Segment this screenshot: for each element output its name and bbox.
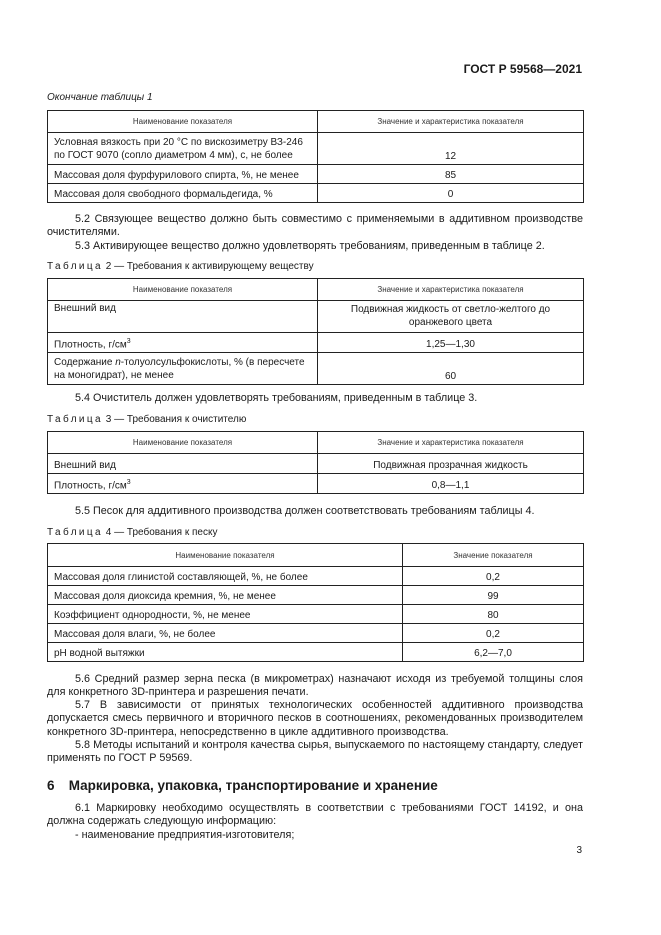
paragraph-5-6: 5.6 Средний размер зерна песка (в микрометрах) назначают исходя из требуемой толщины слоя для конкретного 3D-принтера и разрешения печати.: [47, 673, 583, 699]
table2-row2-name-text: Плотность, г/см: [54, 339, 127, 350]
table4-caption-text: 4 — Требования к песку: [105, 527, 218, 538]
table1-row3-name: Массовая доля свободного формальдегида, %: [48, 184, 318, 203]
table-row: [48, 567, 584, 586]
paragraph-5-4: 5.4 Очиститель должен удовлетворять требованиям, приведенным в таблице 3.: [75, 392, 478, 404]
table1-row2-value: 85: [318, 165, 584, 184]
table2-row2-value: 1,25—1,30: [318, 333, 584, 353]
table3-row1-value: Подвижная прозрачная жидкость: [318, 454, 584, 474]
table4-row4-name: Массовая доля влаги, %, не более: [48, 624, 403, 643]
table2-row3-value: 60: [318, 353, 584, 385]
table3-row2-superscript: 3: [126, 478, 131, 486]
table2-row1-value: Подвижная жидкость от светло-желтого до оранжевого цвета: [318, 301, 584, 333]
table3-header-name: Наименование показателя: [48, 432, 318, 454]
table4-row2-value: 99: [403, 586, 584, 605]
table-row: [48, 133, 584, 165]
table-row: [48, 301, 584, 333]
table2-caption-text: 2 — Требования к активирующему веществу: [105, 261, 314, 272]
table1-row3-value: 0: [318, 184, 584, 203]
table4-header-value: Значение показателя: [403, 544, 584, 567]
paragraph-5-2: 5.2 Связующее вещество должно быть совместимо с применяемыми в аддитивном производстве очистителями.: [47, 213, 583, 239]
table3-header-value: Значение и характеристика показателя: [318, 432, 584, 454]
table4-row3-name: Коэффициент однородности, %, не менее: [48, 605, 403, 624]
table3-row2-name-text: Плотность, г/см: [54, 480, 127, 491]
table2-row1-name: Внешний вид: [48, 301, 318, 333]
table1-header-name: Наименование показателя: [48, 111, 318, 133]
table4-row1-value: 0,2: [403, 567, 584, 586]
table-row: [48, 605, 584, 624]
table2-row2-superscript: 3: [126, 337, 131, 345]
table3-row2-value: 0,8—1,1: [318, 474, 584, 494]
paragraph-5-3: 5.3 Активирующее вещество должно удовлетворять требованиям, приведенным в таблице 2.: [75, 240, 545, 252]
table1-header-value: Значение и характеристика показателя: [318, 111, 584, 133]
table3-row2-name: [48, 474, 318, 494]
table-row: [48, 353, 584, 385]
table2-row3-name-suffix: -толуолсульфокислоты, % (в пересчете на моногидрат), не менее: [54, 357, 305, 381]
page-number: 3: [576, 845, 582, 856]
table-row: [48, 643, 584, 662]
table4-row3-value: 80: [403, 605, 584, 624]
table4-header-name: Наименование показателя: [48, 544, 403, 567]
table4-row4-value: 0,2: [403, 624, 584, 643]
paragraph-6-1-item: - наименование предприятия-изготовителя;: [75, 829, 295, 841]
table2-caption: [47, 261, 314, 272]
table3: [47, 431, 584, 494]
table4-row5-name: pH водной вытяжки: [48, 643, 403, 662]
table2-row2-name: [48, 333, 318, 353]
section-6-number: 6: [47, 778, 55, 793]
table3-caption-word: Таблица: [47, 414, 104, 425]
table-row: [48, 454, 584, 474]
table-row: [48, 586, 584, 605]
table2-header-name: Наименование показателя: [48, 279, 318, 301]
table2-row3-name-italic: n: [115, 357, 121, 368]
table-row: [48, 184, 584, 203]
table4-row5-value: 6,2—7,0: [403, 643, 584, 662]
table4-row2-name: Массовая доля диоксида кремния, %, не менее: [48, 586, 403, 605]
table4: [47, 543, 584, 662]
table2: [47, 278, 584, 385]
section-6-title: [47, 778, 438, 793]
table3-caption-text: 3 — Требования к очистителю: [105, 414, 247, 425]
table-row: [48, 165, 584, 184]
standard-code: ГОСТ Р 59568—2021: [463, 62, 582, 76]
paragraph-5-8: 5.8 Методы испытаний и контроля качества сырья, выпускаемого по настоящему стандарту, следует применять по ГОСТ Р 59569.: [47, 739, 583, 765]
table1-row1-value: 12: [318, 133, 584, 165]
table1-row1-name: Условная вязкость при 20 °С по вискозиметру ВЗ-246 по ГОСТ 9070 (сопло диаметром 4 мм), с, не более: [48, 133, 318, 165]
table4-caption: [47, 527, 217, 538]
table4-caption-word: Таблица: [47, 527, 104, 538]
table2-caption-word: Таблица: [47, 261, 104, 272]
table2-header-value: Значение и характеристика показателя: [318, 279, 584, 301]
table2-row3-name: [48, 353, 318, 385]
paragraph-5-7: 5.7 В зависимости от принятых технологических особенностей аддитивного производства допускается смесь первичного и вторичного песков в соотношениях, рекомендованных производителем конкретного 3D-принтера, непосредственно в цикле аддитивного производства.: [47, 699, 583, 738]
table1: [47, 110, 584, 203]
paragraph-6-1: 6.1 Маркировку необходимо осуществлять в соответствии с требованиями ГОСТ 14192, и она должна содержать следующую информацию:: [47, 802, 583, 828]
table-row: [48, 624, 584, 643]
table1-row2-name: Массовая доля фурфурилового спирта, %, не менее: [48, 165, 318, 184]
table3-caption: [47, 414, 246, 425]
table-row: [48, 333, 584, 353]
section-6-heading: Маркировка, упаковка, транспортирование и хранение: [68, 778, 438, 793]
table1-caption: Окончание таблицы 1: [47, 92, 153, 103]
table3-row1-name: Внешний вид: [48, 454, 318, 474]
paragraph-5-5: 5.5 Песок для аддитивного производства должен соответствовать требованиям таблицы 4.: [75, 505, 535, 517]
table-row: [48, 474, 584, 494]
table2-row3-name-prefix: Содержание: [54, 357, 116, 368]
table4-row1-name: Массовая доля глинистой составляющей, %, не более: [48, 567, 403, 586]
